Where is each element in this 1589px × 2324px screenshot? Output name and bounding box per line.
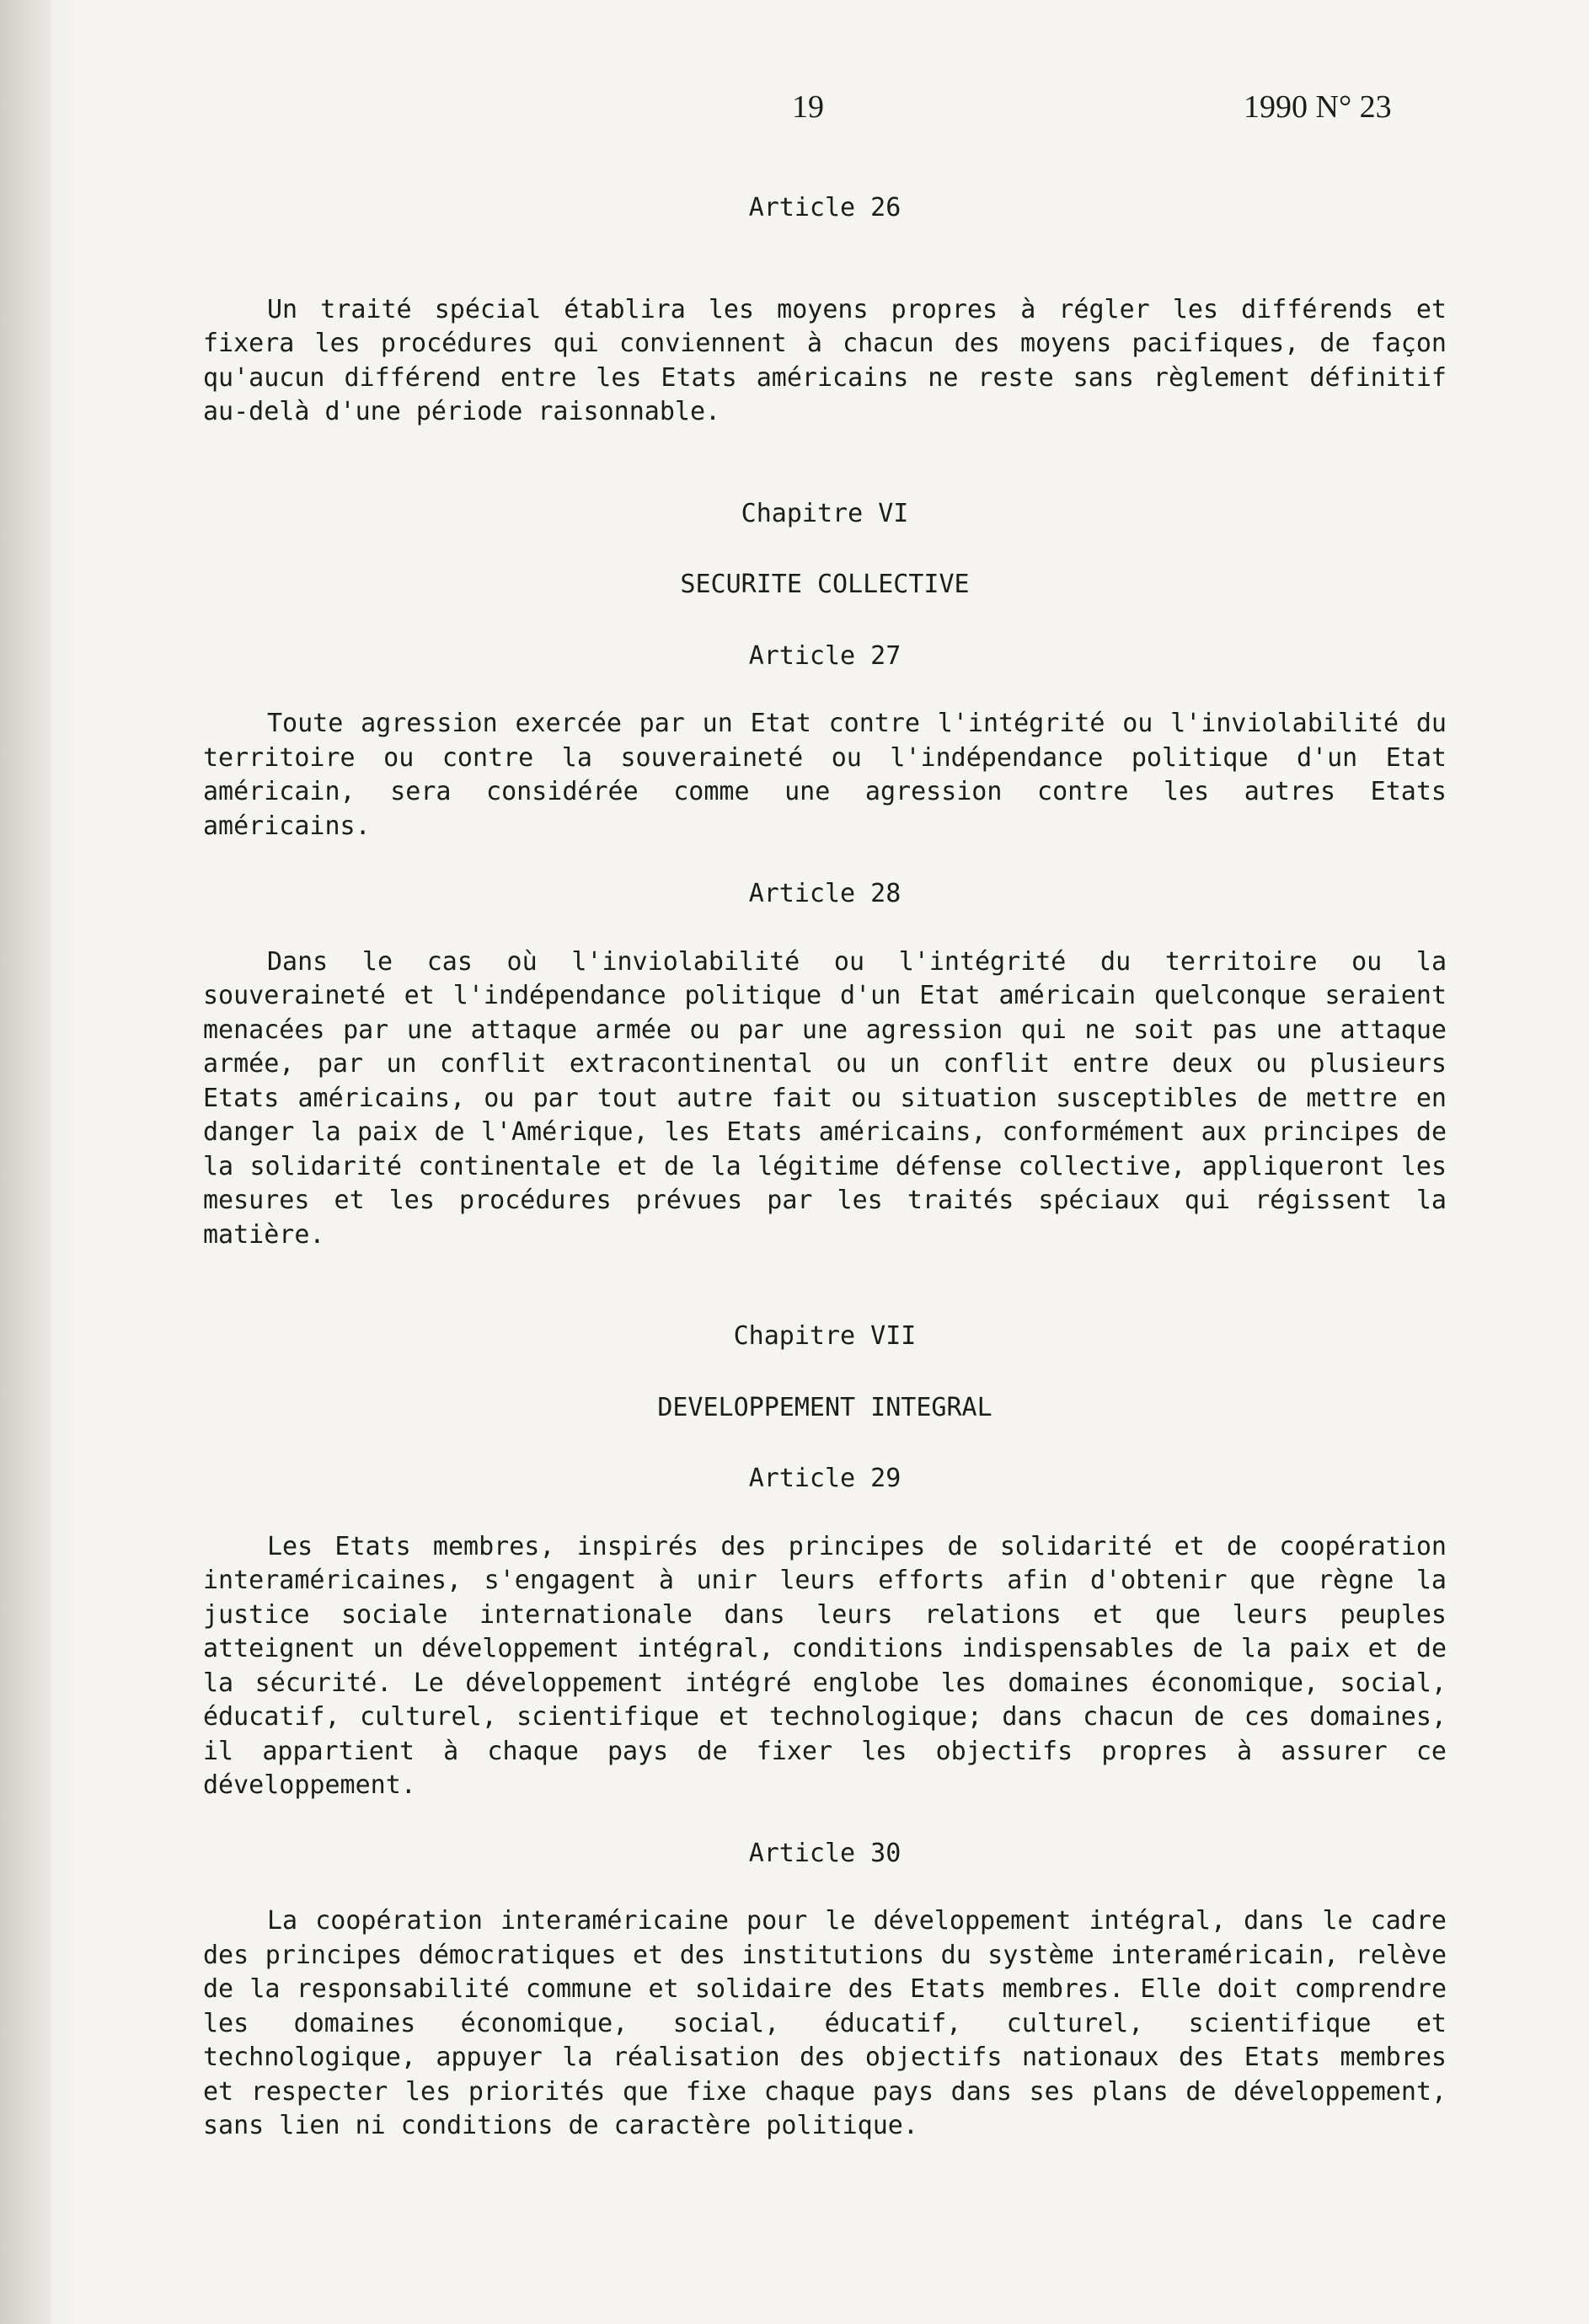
article-26-title: Article 26 (748, 193, 902, 222)
document-body (203, 191, 1447, 2144)
chapter-7-title: Chapitre VII (733, 1321, 917, 1351)
article-28-title: Article 28 (748, 879, 902, 908)
article-30-title: Article 30 (748, 1838, 902, 1868)
article-29-text: Les Etats membres, inspirés des principes de solidarité et de coopération interaméricaines, s'engagent à unir leurs efforts afin d'obtenir que règne la justice sociale internationale dans leurs relations et que leurs peuples atteignent un développement intégral, conditions indispensables de la paix et de la sécurité. Le développement intégré englobe les domaines économique, social, éducatif, culturel, scientifique et technologique; dans chacun de ces domaines, il appartient à chaque pays de fixer les objectifs propres à assurer ce développement. (203, 1531, 1447, 1800)
article-27-title: Article 27 (748, 640, 902, 671)
chapter-6-subtitle: SECURITE COLLECTIVE (680, 570, 970, 599)
year-issue-number: 1990 N° 23 (1244, 89, 1392, 125)
article-28-text: Dans le cas où l'inviolabilité ou l'intégrité du territoire ou la souveraineté et l'indépendance politique d'un Etat américain quelconque seraient menacées par une attaque armée ou par une agression qui ne soit pas une attaque armée, par un conflit extracontinental ou un conflit entre deux ou plusieurs Etats américains, ou par tout autre fait ou situation susceptibles de mettre en danger la paix de l'Amérique, les Etats américains, conformément aux principes de la solidarité continentale et de la légitime défense collective, appliqueront les mesures et les procédures prévues par les traités spéciaux qui régissent la matière. (203, 946, 1447, 1250)
page-number: 19 (792, 89, 824, 125)
article-26-text: Un traité spécial établira les moyens propres à régler les différends et fixera les procédures qui conviennent à chacun des moyens pacifiques, de façon qu'aucun différend entre les Etats américains ne reste sans règlement définitif au-delà d'une période raisonnable. (203, 294, 1447, 426)
chapter-7-subtitle: DEVELOPPEMENT INTEGRAL (657, 1392, 992, 1422)
article-29-title: Article 29 (748, 1464, 902, 1493)
article-30-text: La coopération interaméricaine pour le développement intégral, dans le cadre des principes démocratiques et des institutions du système interaméricain, relève de la responsabilité commune et solidaire des Etats membres. Elle doit comprendre les domaines économique, social, éducatif, culturel, scientifique et technologique, appuyer la réalisation des objectifs nationaux des Etats membres et respecter les priorités que fixe chaque pays dans ses plans de développement, sans lien ni conditions de caractère politique. (203, 1906, 1447, 2140)
page-header (0, 88, 1589, 139)
page-binding-shadow (0, 0, 51, 2324)
chapter-6-title: Chapitre VI (741, 498, 909, 528)
article-27-text: Toute agression exercée par un Etat contre l'intégrité ou l'inviolabilité du territoire ou contre la souveraineté ou l'indépendance politique d'un Etat américain, sera considérée comme une agression contre les autres Etats américains. (203, 709, 1447, 841)
